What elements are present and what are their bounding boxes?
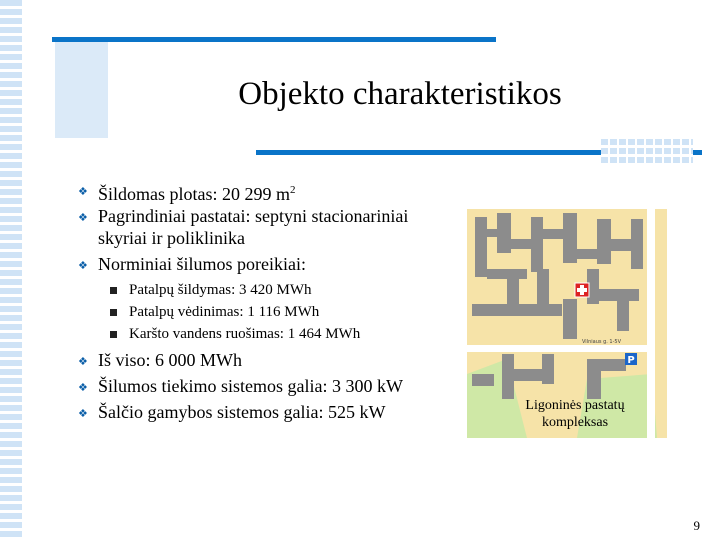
sub-bullet-text: Patalpų šildymas: 3 420 MWh bbox=[129, 282, 312, 298]
bullet-text: Pagrindiniai pastatai: septyni stacionariniai bbox=[98, 206, 409, 226]
diamond-bullet-icon: ❖ bbox=[78, 212, 88, 224]
superscript: 2 bbox=[290, 184, 296, 196]
square-bullet-icon bbox=[110, 331, 117, 338]
map-building bbox=[497, 213, 511, 253]
sub-bullet-text: Karšto vandens ruošimas: 1 464 MWh bbox=[129, 326, 361, 342]
map-building bbox=[472, 304, 562, 316]
parking-label: P bbox=[627, 355, 635, 366]
map-building bbox=[502, 354, 514, 399]
map-building bbox=[542, 354, 554, 384]
map-caption-line: Ligoninės pastatų bbox=[525, 398, 625, 413]
hospital-cross-icon bbox=[577, 288, 587, 292]
map-building bbox=[617, 301, 629, 331]
map-building bbox=[487, 269, 527, 279]
map-building bbox=[611, 239, 631, 251]
bullet-text: Šalčio gamybos sistemos galia: 525 kW bbox=[98, 402, 386, 422]
map-building bbox=[543, 229, 563, 239]
slide-title: Objekto charakteristikos bbox=[238, 76, 562, 112]
bullet-text: Norminiai šilumos poreikiai: bbox=[98, 254, 306, 274]
top-rule bbox=[52, 37, 496, 42]
map-road bbox=[667, 209, 677, 438]
square-bullet-icon bbox=[110, 287, 117, 294]
diamond-bullet-icon: ❖ bbox=[78, 382, 88, 394]
map-caption bbox=[505, 397, 645, 431]
bullet-text: Šildomas plotas: 20 299 m bbox=[98, 184, 291, 204]
map-building bbox=[597, 219, 611, 264]
map-road bbox=[467, 345, 647, 352]
street-label: Vilniaus g. 1-5V bbox=[582, 339, 622, 345]
map-building bbox=[511, 239, 531, 249]
diamond-bullet-icon: ❖ bbox=[78, 260, 88, 272]
map-building bbox=[631, 219, 643, 269]
bullet-text: Šilumos tiekimo sistemos galia: 3 300 kW bbox=[98, 376, 403, 396]
bullet-text: Iš viso: 6 000 MWh bbox=[98, 350, 242, 370]
map-caption-line: kompleksas bbox=[541, 415, 609, 430]
map-building bbox=[563, 213, 577, 263]
map-building bbox=[587, 359, 601, 399]
map-building bbox=[472, 374, 494, 386]
page-number: 9 bbox=[693, 518, 700, 533]
map-building bbox=[601, 359, 626, 371]
sub-bullet-text: Patalpų vėdinimas: 1 116 MWh bbox=[129, 304, 320, 320]
title-accent-box bbox=[55, 42, 108, 138]
map-road bbox=[647, 209, 655, 438]
map-building bbox=[577, 249, 599, 259]
left-stripe-decoration bbox=[0, 0, 22, 540]
diamond-bullet-icon: ❖ bbox=[78, 186, 88, 198]
diamond-bullet-icon: ❖ bbox=[78, 356, 88, 368]
square-bullet-icon bbox=[110, 309, 117, 316]
map-building bbox=[531, 217, 543, 272]
map-building bbox=[599, 289, 639, 301]
map-building bbox=[563, 299, 577, 339]
bullet-text-continuation: skyriai ir poliklinika bbox=[98, 228, 245, 248]
diamond-bullet-icon: ❖ bbox=[78, 408, 88, 420]
map-building bbox=[537, 269, 549, 304]
map-building bbox=[475, 217, 487, 277]
grid-decoration bbox=[601, 139, 693, 165]
